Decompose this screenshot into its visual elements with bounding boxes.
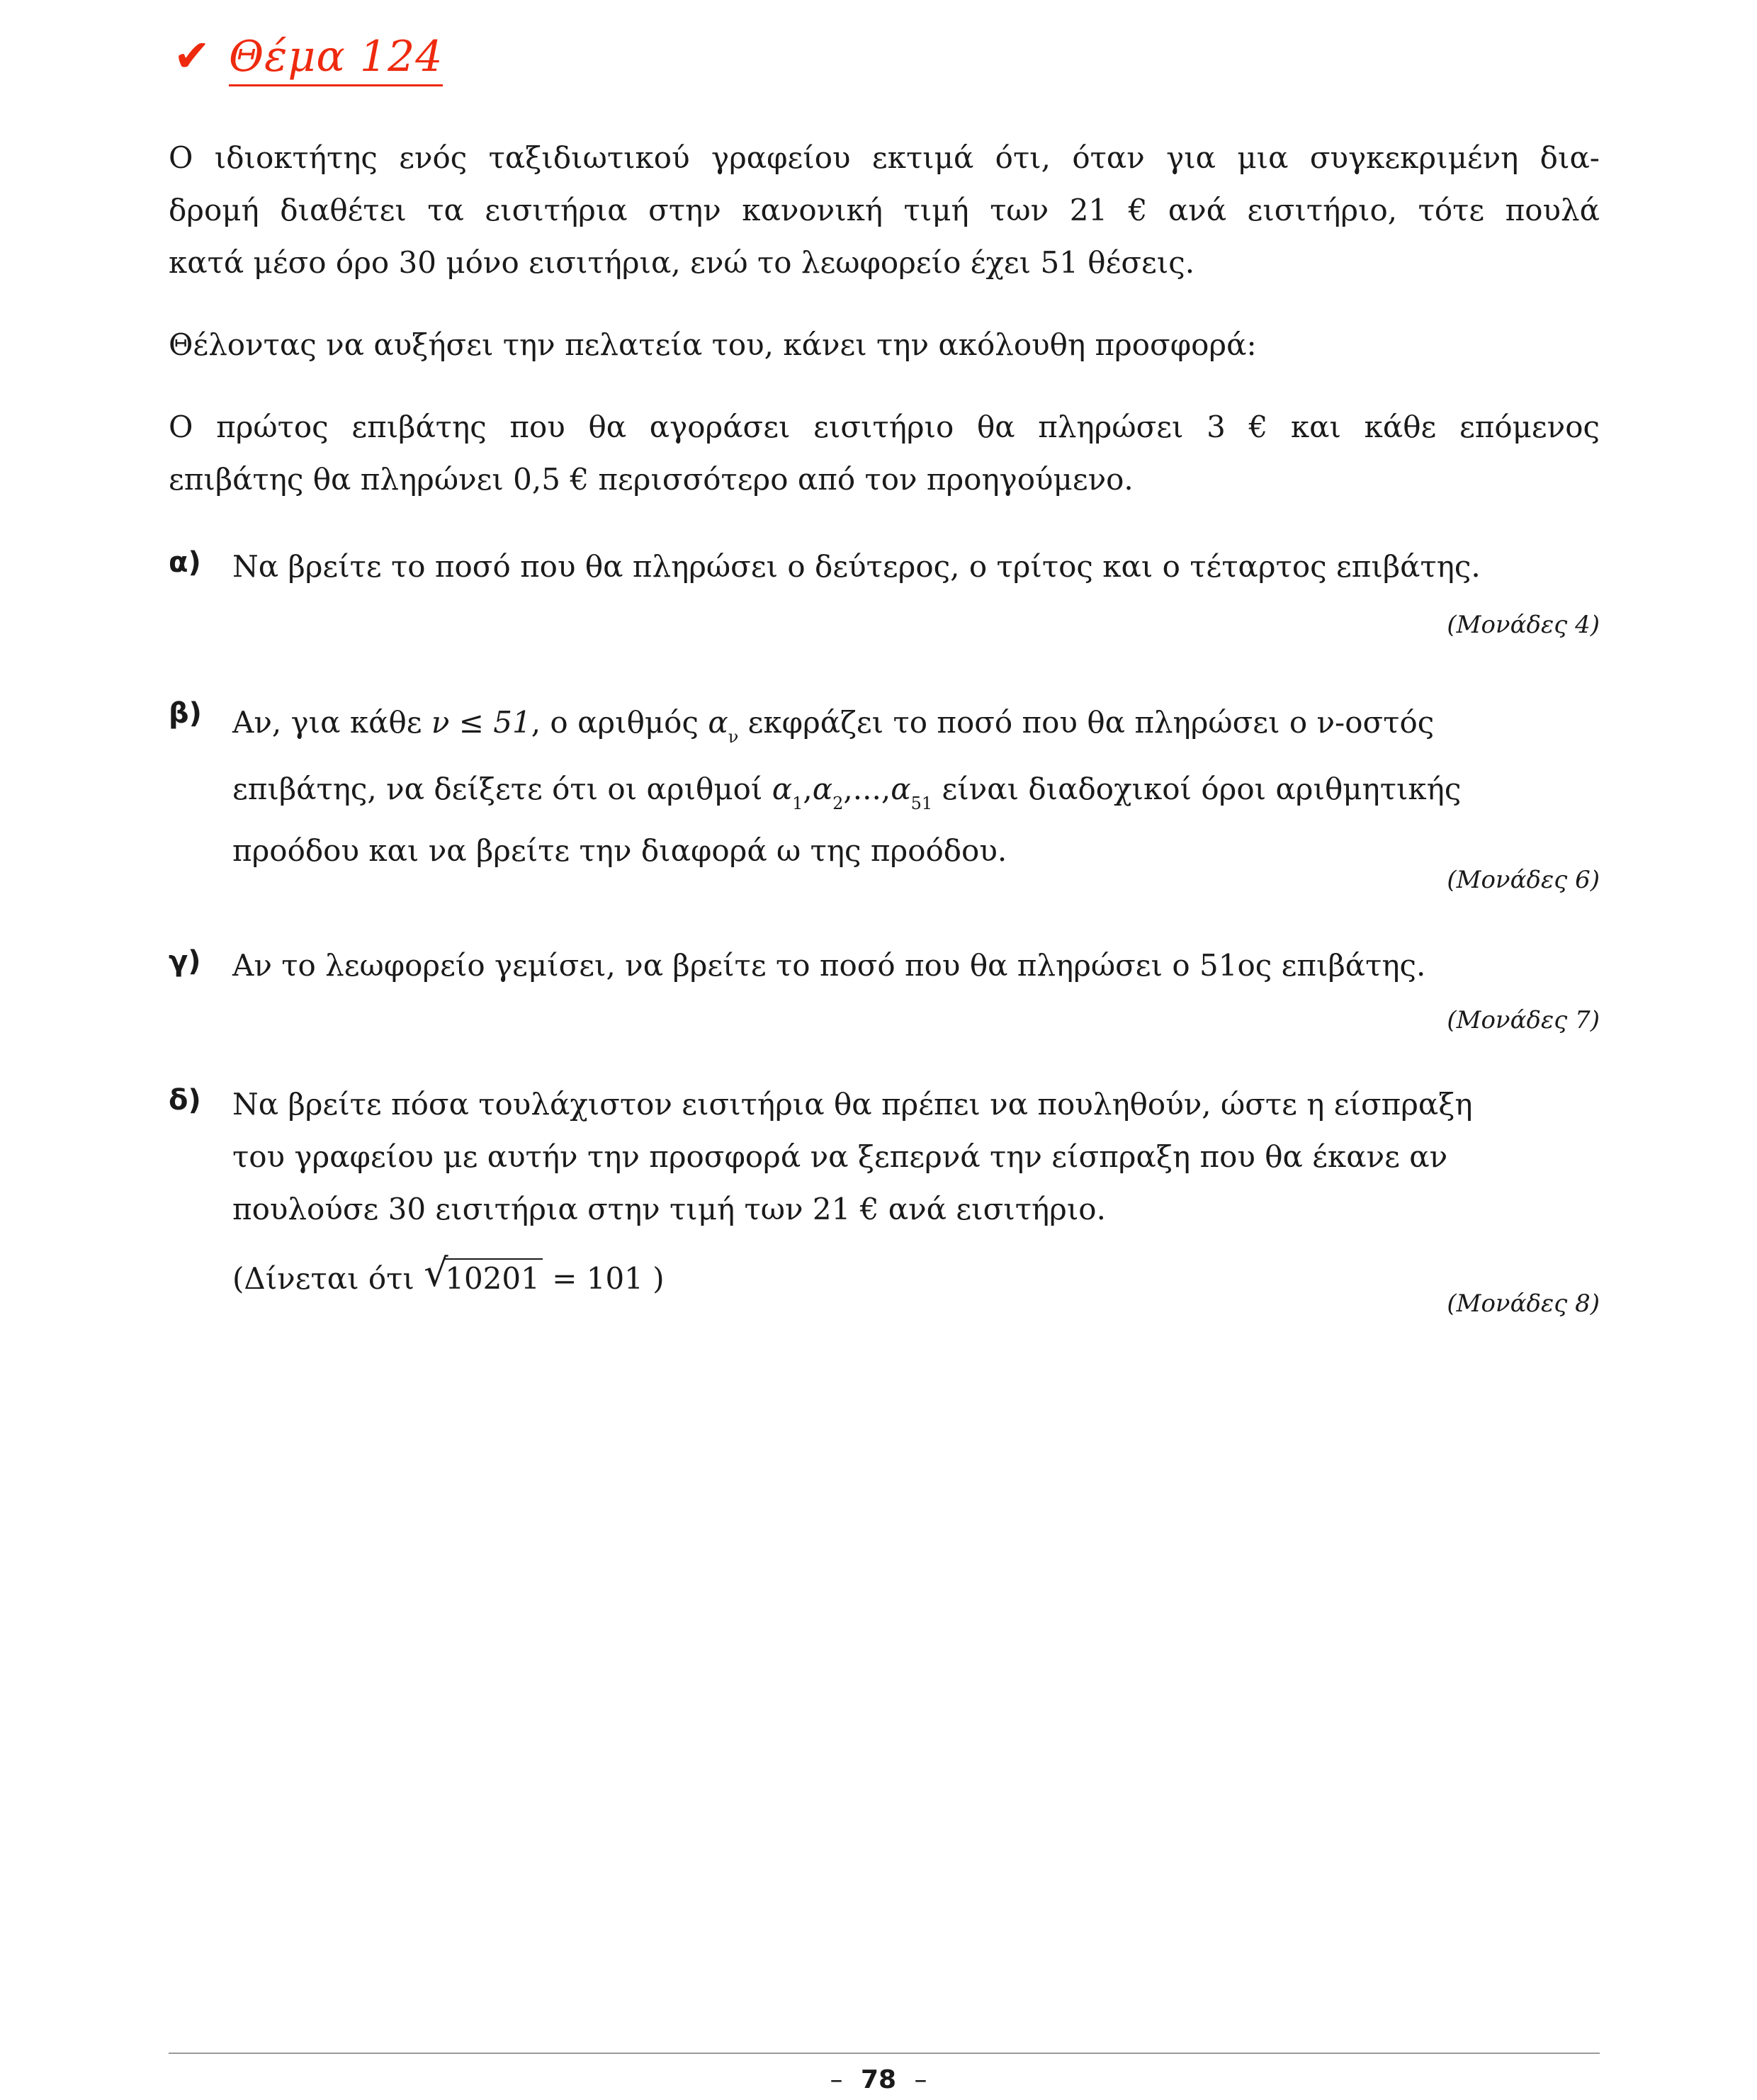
question-text [232, 1078, 1600, 1305]
text-line: Ο πρώτος επιβάτης που θα αγοράσει εισιτήριο θα πληρώσει 3 € και κάθε επόμενος [169, 410, 1600, 444]
radicand: 10201 [445, 1258, 543, 1296]
text-span: = 101 ) [542, 1261, 665, 1296]
math-subscript: 51 [910, 794, 933, 813]
math-subscript: ν [728, 727, 739, 747]
text-line: Αν το λεωφορείο γεμίσει, να βρείτε το ποσό που θα πληρώσει ο 51ος επιβάτης. [232, 948, 1426, 983]
square-root [424, 1253, 543, 1305]
question-label: δ) [169, 1084, 201, 1117]
text-line [232, 758, 1600, 825]
text-line [232, 691, 1600, 758]
marks-c: (Μονάδες 7) [1447, 1006, 1600, 1034]
question-label: γ) [169, 945, 201, 978]
marks-a: (Μονάδες 4) [1447, 611, 1600, 639]
marks-d: (Μονάδες 8) [1447, 1289, 1600, 1318]
text-line: Θέλοντας να αυξήσει την πελατεία του, κάνει την ακόλουθη προσφορά: [169, 327, 1257, 362]
text-line: δρομή διαθέτει τα εισιτήρια στην κανονική τιμή των 21 € ανά εισιτήριο, τότε πουλά [169, 193, 1600, 227]
checkmark-icon: ✔ [174, 30, 210, 81]
intro-paragraph-1 [169, 132, 1600, 289]
text-line: πουλούσε 30 εισιτήρια στην τιμή των 21 € ανά εισιτήριο. [232, 1192, 1106, 1226]
math-term: α [812, 772, 833, 806]
page-footer [0, 2065, 1757, 2094]
text-span: είναι διαδοχικοί όροι αριθμητικής [932, 772, 1462, 806]
topic-header [174, 30, 443, 86]
math-inequality: ν ≤ 51 [431, 705, 531, 740]
footer-divider [169, 2053, 1600, 2054]
given-note [232, 1253, 1600, 1305]
question-text [232, 541, 1600, 593]
math-subscript: 2 [832, 794, 844, 813]
text-line: επιβάτης θα πληρώνει 0,5 € περισσότερο από τον προηγούμενο. [169, 462, 1134, 497]
footer-dash: – [914, 2065, 927, 2094]
text-span: (Δίνεται ότι [232, 1261, 424, 1296]
text-span: Αν, για κάθε [232, 705, 431, 740]
text-line: του γραφείου με αυτήν την προσφορά να ξεπερνά την είσπραξη που θα έκανε αν [232, 1139, 1448, 1174]
question-label: α) [169, 546, 201, 579]
question-text [232, 691, 1600, 877]
intro-paragraph-2 [169, 319, 1600, 371]
text-line: Ο ιδιοκτήτης ενός ταξιδιωτικού γραφείου εκτιμά ότι, όταν για μια συγκεκριμένη δια- [169, 140, 1600, 175]
math-term: α [708, 705, 728, 740]
text-line: Να βρείτε το ποσό που θα πληρώσει ο δεύτερος, ο τρίτος και ο τέταρτος επιβάτης. [232, 549, 1481, 584]
footer-dash: – [830, 2065, 843, 2094]
math-separator: ,..., [843, 772, 891, 806]
math-term: α [772, 772, 793, 806]
question-label: β) [169, 697, 202, 730]
text-span: , ο αριθμός [531, 705, 708, 740]
text-span: επιβάτης, να δείξετε ότι οι αριθμοί [232, 772, 772, 806]
topic-title: Θέμα 124 [229, 32, 444, 86]
text-line: Να βρείτε πόσα τουλάχιστον εισιτήρια θα πρέπει να πουληθούν, ώστε η είσπραξη [232, 1087, 1473, 1122]
intro-paragraph-3 [169, 401, 1600, 506]
radical-sign: √ [424, 1251, 448, 1295]
text-line: προόδου και να βρείτε την διαφορά ω της προόδου. [232, 833, 1007, 868]
math-term: α [891, 772, 911, 806]
marks-b: (Μονάδες 6) [1447, 866, 1600, 894]
text-span: εκφράζει το ποσό που θα πληρώσει ο ν-οστός [738, 705, 1435, 740]
page-number: 78 [860, 2065, 897, 2094]
math-subscript: 1 [792, 794, 803, 813]
question-text [232, 939, 1600, 992]
math-separator: , [803, 772, 813, 806]
text-line: κατά μέσο όρο 30 μόνο εισιτήρια, ενώ το λεωφορείο έχει 51 θέσεις. [169, 245, 1195, 280]
